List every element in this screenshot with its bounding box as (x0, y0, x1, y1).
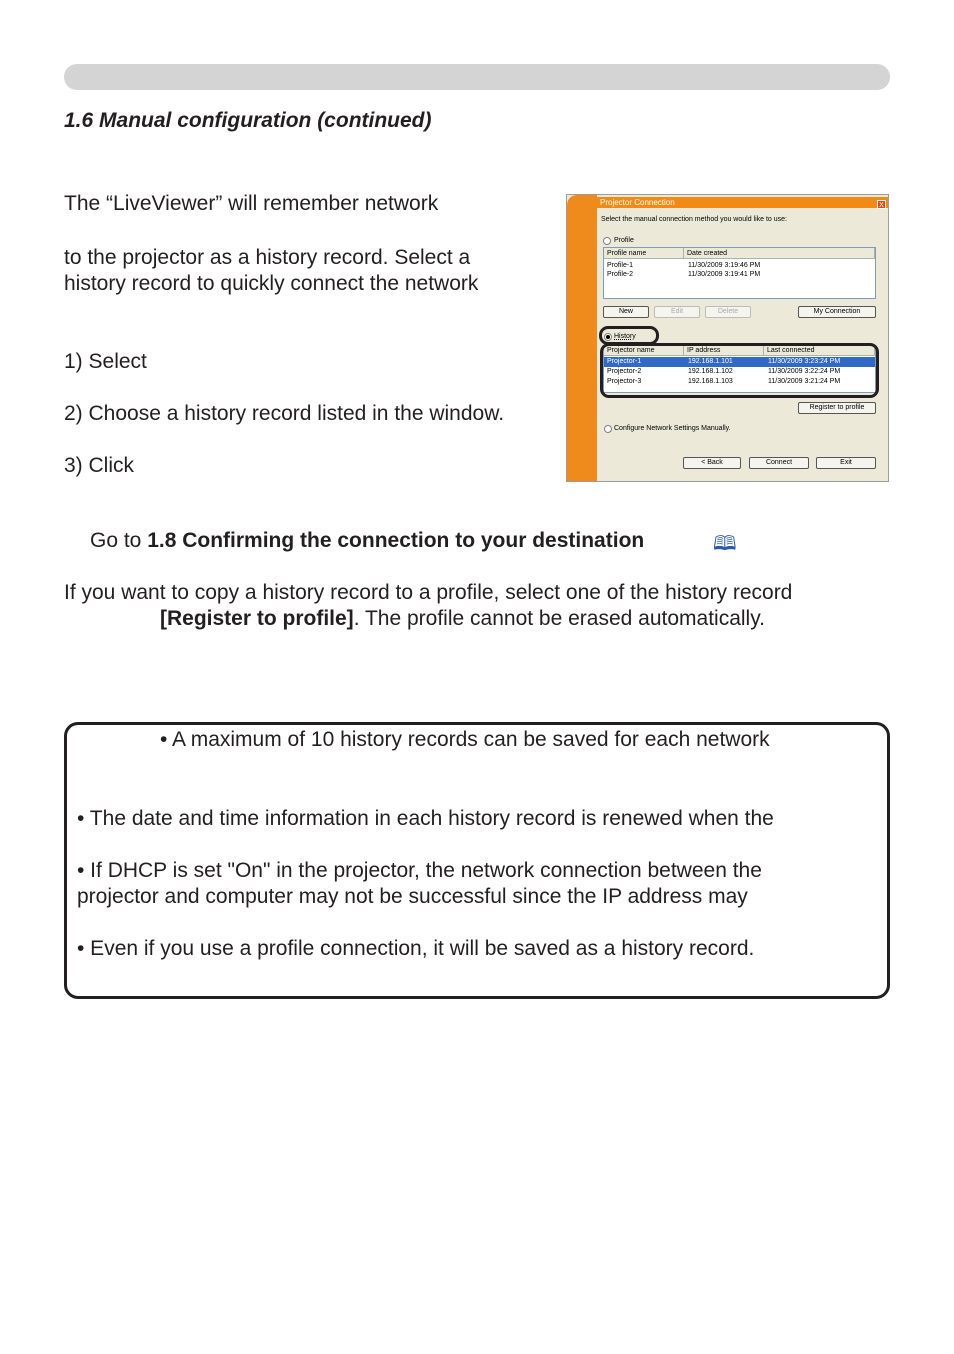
profile-date: 11/30/2009 3:19:41 PM (688, 271, 761, 278)
register-to-profile-ref: [Register to profile] (160, 607, 354, 630)
projector-last-connected: 11/30/2009 3:22:24 PM (768, 368, 841, 375)
note-2: • The date and time information in each history record is renewed when the (77, 807, 774, 830)
close-icon[interactable]: X (877, 200, 886, 209)
history-list-highlight-ring (600, 343, 879, 398)
profile-date: 11/30/2009 3:19:46 PM (688, 262, 761, 269)
step-2: 2) Choose a history record listed in the window. (64, 402, 505, 425)
projector-last-connected: 11/30/2009 3:23:24 PM (768, 358, 841, 365)
dialog-side-stripe (567, 195, 597, 482)
projector-ip: 192.168.1.102 (688, 368, 733, 375)
connect-button[interactable]: Connect (749, 457, 809, 469)
note-3a: • If DHCP is set "On" in the projector, the network connection between the (77, 859, 762, 882)
history-label: History (614, 333, 636, 340)
header-bar (64, 64, 890, 90)
manual-label: Configure Network Settings Manually. (614, 425, 731, 432)
note-1: • A maximum of 10 history records can be saved for each network (160, 728, 770, 751)
goto-line (90, 528, 644, 554)
projector-ip: 192.168.1.101 (688, 358, 733, 365)
manual-radio[interactable] (604, 425, 612, 433)
profile-label: Profile (614, 237, 634, 244)
book-icon: 🕮 (713, 533, 737, 555)
intro-line-3: history record to quickly connect the network (64, 272, 479, 295)
step-1: 1) Select (64, 350, 147, 373)
copy-note-line-2 (160, 606, 765, 632)
my-connection-button[interactable]: My Connection (798, 306, 876, 318)
intro-line-2: to the projector as a history record. Select a (64, 246, 471, 269)
profile-list[interactable] (603, 247, 876, 299)
exit-button[interactable]: Exit (816, 457, 876, 469)
projector-name: Projector-1 (607, 358, 642, 365)
new-button[interactable]: New (603, 306, 649, 318)
intro-line-1: The “LiveViewer” will remember network (64, 192, 439, 215)
note-4: • Even if you use a profile connection, it will be saved as a history record. (77, 937, 755, 960)
profile-name: Profile-1 (607, 262, 634, 269)
projector-ip: 192.168.1.103 (688, 378, 733, 385)
delete-button[interactable]: Delete (705, 306, 751, 318)
register-to-profile-button[interactable]: Register to profile (798, 402, 876, 414)
copy-note-line-1: If you want to copy a history record to a profile, select one of the history record (64, 581, 793, 604)
projector-last-connected: 11/30/2009 3:21:24 PM (768, 378, 841, 385)
projector-col-header-name: Projector name (607, 347, 655, 354)
list-item[interactable] (604, 270, 875, 280)
profile-radio[interactable] (603, 237, 611, 245)
profile-col-header-name: Profile name (607, 250, 647, 257)
copy-note-rest: . The profile cannot be erased automatically. (353, 607, 765, 630)
last-col-header-name: Last connected (767, 347, 815, 354)
projector-connection-dialog (566, 194, 889, 482)
section-title: 1.6 Manual configuration (continued) (64, 109, 432, 132)
note-3b: projector and computer may not be successful since the IP address may (77, 885, 748, 908)
dialog-titlebar (597, 197, 888, 208)
profile-name: Profile-2 (607, 271, 634, 278)
back-button[interactable]: < Back (683, 457, 741, 469)
step-3: 3) Click (64, 454, 135, 477)
date-col-header[interactable] (684, 248, 875, 259)
dialog-title: Projector Connection (600, 198, 675, 207)
goto-link[interactable]: 1.8 Confirming the connection to your destination (147, 529, 645, 552)
dialog-prompt: Select the manual connection method you would like to use: (601, 216, 788, 223)
goto-prefix: Go to (90, 529, 148, 552)
edit-button[interactable]: Edit (654, 306, 700, 318)
projector-name: Projector-3 (607, 378, 642, 385)
projector-name: Projector-2 (607, 368, 642, 375)
ip-col-header-name: IP address (687, 347, 721, 354)
date-col-header-name: Date created (687, 250, 728, 257)
profile-col-header[interactable] (604, 248, 684, 259)
